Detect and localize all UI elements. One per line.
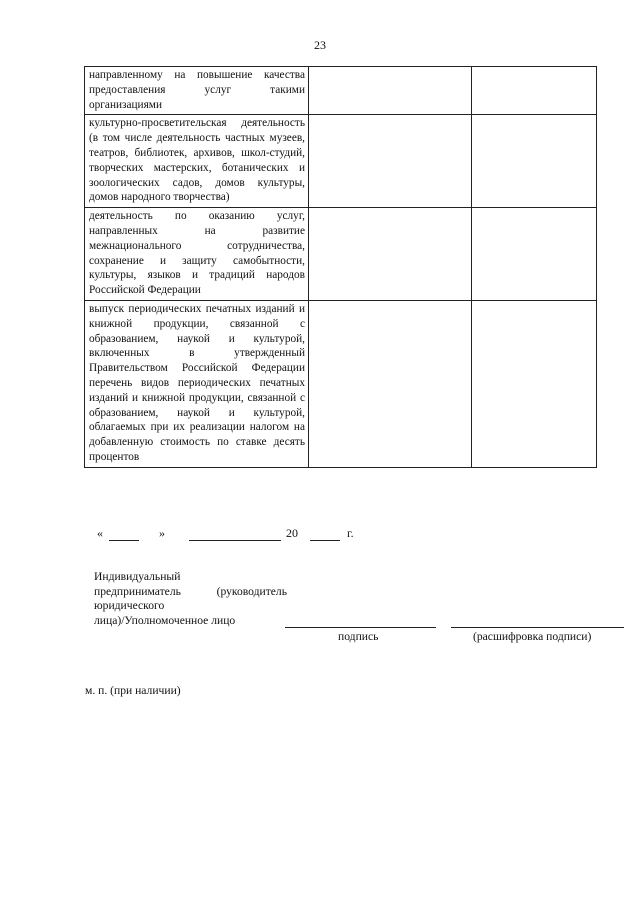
signature-caption: подпись — [338, 630, 379, 643]
activity-text: выпуск периодических печатных изданий и книжной продукции, связанной с образованием, наукой и культурой, включенных в утвержденный Правительством Российской Федерации перечень видов периодических печатных изданий и книжной продукции, связанной с образованием, наукой и культурой, облагаемых при их реализации налогом на добавленную стоимость по ставке десять процентов — [89, 302, 305, 463]
value-cell — [309, 208, 472, 301]
activity-cell — [85, 208, 309, 301]
year-prefix: 20 — [286, 526, 298, 540]
date-line — [97, 526, 397, 544]
signer-block — [94, 570, 287, 628]
value-cell — [472, 300, 597, 467]
decipher-caption: (расшифровка подписи) — [473, 630, 592, 643]
day-blank[interactable] — [109, 540, 139, 541]
table-row — [85, 208, 597, 301]
value-cell — [472, 115, 597, 208]
activity-text: деятельность по оказанию услуг, направленных на развитие межнационального сотрудничества, сохранение и защиту самобытности, культуры, языков и традиций народов Российской Федерации — [89, 210, 305, 297]
date-close-quote: » — [159, 526, 165, 540]
value-cell — [472, 67, 597, 115]
table-row — [85, 300, 597, 467]
activity-text: культурно-просветительская деятельность (в том числе деятельность частных музеев, театров, библиотек, архивов, школ-студий, творческих мастерских, ботанических и зоологических садов, домов культуры, домов народного творчества) — [89, 117, 305, 204]
year-blank[interactable] — [310, 540, 340, 541]
value-cell — [309, 115, 472, 208]
table-row — [85, 67, 597, 115]
activity-text: направленному на повышение качества предоставления услуг такими организациями — [89, 69, 305, 111]
date-open-quote: « — [97, 526, 103, 540]
value-cell — [472, 208, 597, 301]
page-number: 23 — [314, 38, 326, 52]
value-cell — [309, 300, 472, 467]
month-blank[interactable] — [189, 540, 281, 541]
table-row — [85, 115, 597, 208]
stamp-note: м. п. (при наличии) — [85, 684, 181, 697]
signer-line: Индивидуальный — [94, 570, 181, 583]
activity-cell — [85, 67, 309, 115]
activity-table — [84, 66, 597, 468]
decipher-line[interactable] — [451, 627, 624, 628]
signer-line: юридического — [94, 599, 165, 612]
signer-line: предприниматель (руководитель — [94, 584, 287, 598]
activity-cell — [85, 300, 309, 467]
activity-cell — [85, 115, 309, 208]
year-suffix: г. — [347, 526, 354, 540]
signer-line: лица)/Уполномоченное лицо — [94, 613, 236, 627]
value-cell — [309, 67, 472, 115]
signature-line[interactable] — [285, 627, 436, 628]
